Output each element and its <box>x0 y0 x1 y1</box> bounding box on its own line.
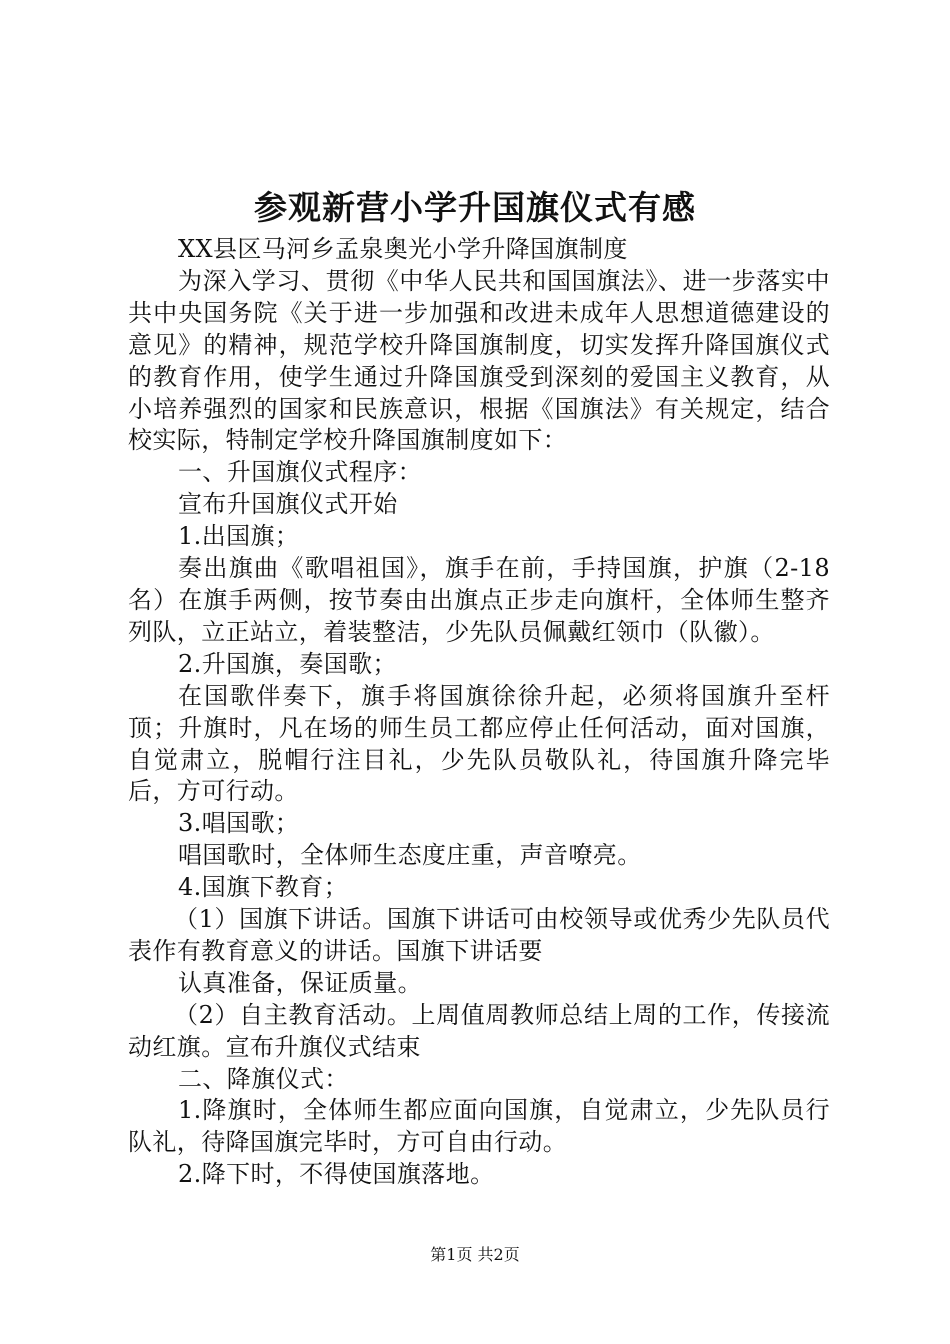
paragraph-step-3: 唱国歌时，全体师生态度庄重，声音嘹亮。 <box>178 841 642 870</box>
paragraph-intro: 为深入学习、贯彻《中华人民共和国国旗法》、进一步落实中共中央国务院《关于进一步加强和改进未成年人思想道德建设的意见》的精神，规范学校升降国旗制度，切实发挥升降国旗仪式的教育作用，使学生通过升降国旗受到深刻的爱国主义教育，从小培养强烈的国家和民族意识，根据《国旗法》有关规定，结合校实际，特制定学校升降国旗制度如下： <box>128 266 830 455</box>
paragraph-step-2: 在国歌伴奏下，旗手将国旗徐徐升起，必须将国旗升至杆顶；升旗时，凡在场的师生员工都应停止任何活动，面对国旗，自觉肃立，脱帽行注目礼，少先队员敬队礼，待国旗升降完毕后，方可行动。 <box>128 681 830 806</box>
document-title: 参观新营小学升国旗仪式有感 <box>254 188 696 227</box>
page-number-footer: 第1页 共2页 <box>430 1245 520 1264</box>
paragraph-step-1: 奏出旗曲《歌唱祖国》，旗手在前，手持国旗，护旗（2-18名）在旗手两侧，按节奏由出旗点正步走向旗杆，全体师生整齐列队，立正站立，着装整洁，少先队员佩戴红领巾（队徽）。 <box>128 554 830 646</box>
section-heading-lowering: 二、降旗仪式： <box>178 1064 349 1093</box>
paragraph-speech: （1）国旗下讲话。国旗下讲话可由校领导或优秀少先队员代表作有教育意义的讲话。国旗下讲话要 <box>128 905 830 965</box>
paragraph-speech-cont: 认真准备，保证质量。 <box>178 968 422 997</box>
paragraph-lowering-2: 2.降下时，不得使国旗落地。 <box>178 1160 495 1189</box>
document-body <box>128 234 830 1191</box>
section-heading-raising: 一、升国旗仪式程序： <box>178 458 422 487</box>
paragraph-announce-start: 宣布升国旗仪式开始 <box>178 490 398 519</box>
paragraph-lowering-1: 1.降旗时，全体师生都应面向国旗，自觉肃立，少先队员行队礼，待降国旗完毕时，方可自由行动。 <box>128 1096 830 1157</box>
paragraph-school-name: XX县区马河乡孟泉奥光小学升降国旗制度 <box>178 235 628 263</box>
step-heading-3: 3.唱国歌； <box>178 809 300 838</box>
step-heading-2: 2.升国旗，奏国歌； <box>178 649 397 678</box>
step-heading-1: 1.出国旗； <box>178 522 300 551</box>
step-heading-4: 4.国旗下教育； <box>178 873 349 902</box>
paragraph-self-education: （2）自主教育活动。上周值周教师总结上周的工作，传接流动红旗。宣布升旗仪式结束 <box>128 1000 830 1061</box>
